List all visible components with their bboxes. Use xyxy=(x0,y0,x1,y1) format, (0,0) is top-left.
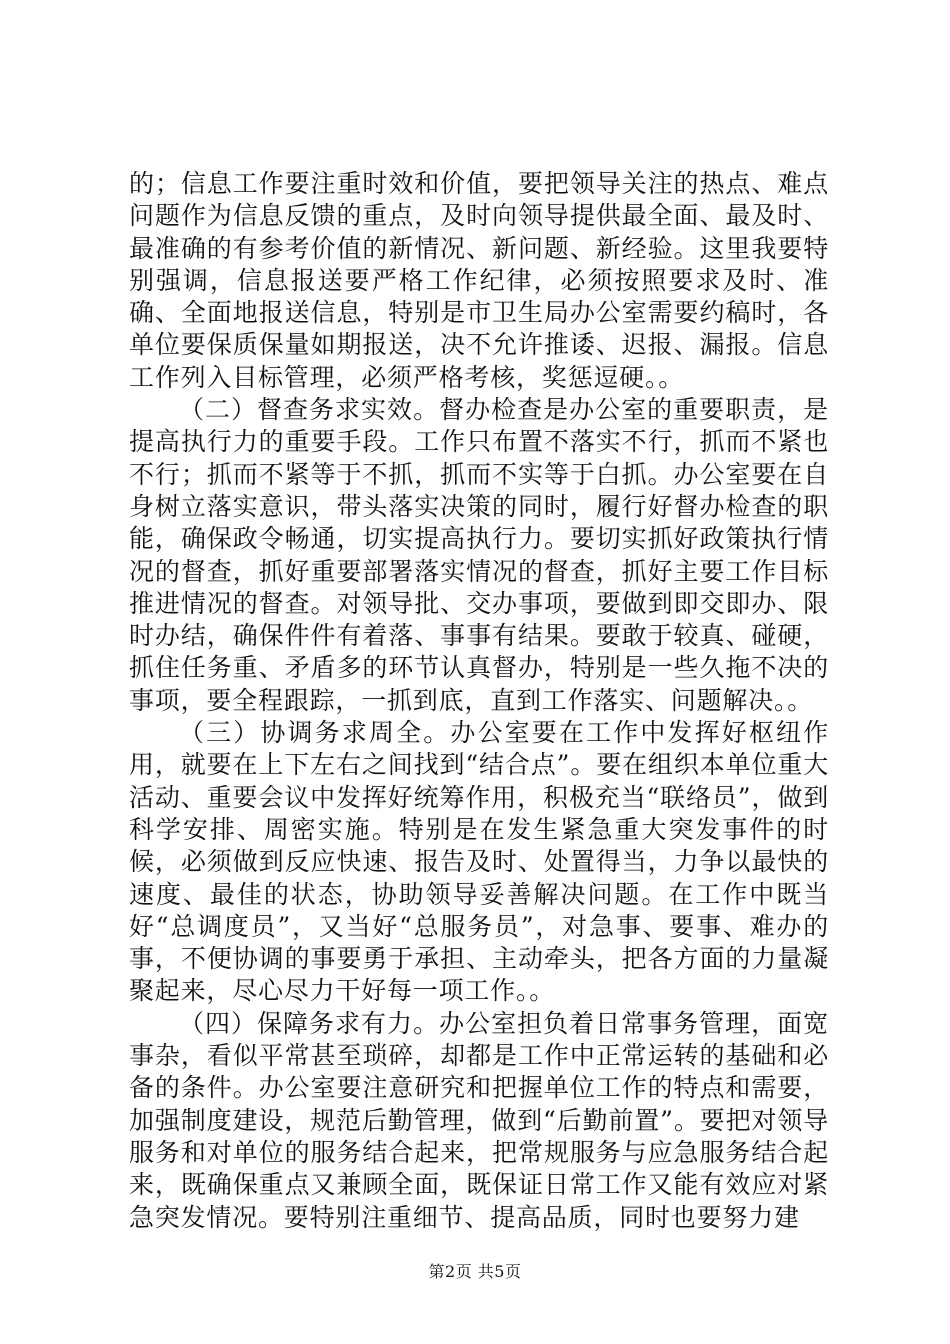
document-body xyxy=(129,168,829,1234)
paragraph-supervision: （二）督查务求实效。督办检查是办公室的重要职责，是提高执行力的重要手段。工作只布置不落实不行，抓而不紧也不行；抓而不紧等于不抓，抓而不实等于白抓。办公室要在自身树立落实意识，带头落实决策的同时，履行好督办检查的职能，确保政令畅通，切实提高执行力。要切实抓好政策执行情况的督查，抓好重要部署落实情况的督查，抓好主要工作目标推进情况的督查。对领导批、交办事项，要做到即交即办、限时办结，确保件件有着落、事事有结果。要敢于较真、碰硬，抓住任务重、矛盾多的环节认真督办，特别是一些久拖不决的事项，要全程跟踪，一抓到底，直到工作落实、问题解决。。 xyxy=(129,395,829,715)
paragraph-coordination: （三）协调务求周全。办公室要在工作中发挥好枢纽作用，就要在上下左右之间找到“结合点”。要在组织本单位重大活动、重要会议中发挥好统筹作用，积极充当“联络员”，做到科学安排、周密实施。特别是在发生紧急重大突发事件的时候，必须做到反应快速、报告及时、处置得当，力争以最快的速度、最佳的状态，协助领导妥善解决问题。在工作中既当好“总调度员”，又当好“总服务员”，对急事、要事、难办的事，不便协调的事要勇于承担、主动牵头，把各方面的力量凝聚起来，尽心尽力干好每一项工作。。 xyxy=(129,718,829,1006)
page-number-footer: 第2页 共5页 xyxy=(428,1262,522,1281)
paragraph-info-work: 的；信息工作要注重时效和价值，要把领导关注的热点、难点问题作为信息反馈的重点，及时向领导提供最全面、最及时、最准确的有参考价值的新情况、新问题、新经验。这里我要特别强调，信息报送要严格工作纪律，必须按照要求及时、准确、全面地报送信息，特别是市卫生局办公室需要约稿时，各单位要保质保量如期报送，决不允许推诿、迟报、漏报。信息工作列入目标管理，必须严格考核，奖惩逗硬。。 xyxy=(129,169,829,392)
paragraph-support: （四）保障务求有力。办公室担负着日常事务管理，面宽事杂，看似平常甚至琐碎，却都是工作中正常运转的基础和必备的条件。办公室要注意研究和把握单位工作的特点和需要，加强制度建设，规范后勤管理，做到“后勤前置”。要把对领导服务和对单位的服务结合起来，把常规服务与应急服务结合起来，既确保重点又兼顾全面，既保证日常工作又能有效应对紧急突发情况。要特别注重细节、提高品质，同时也要努力建 xyxy=(129,1008,829,1232)
